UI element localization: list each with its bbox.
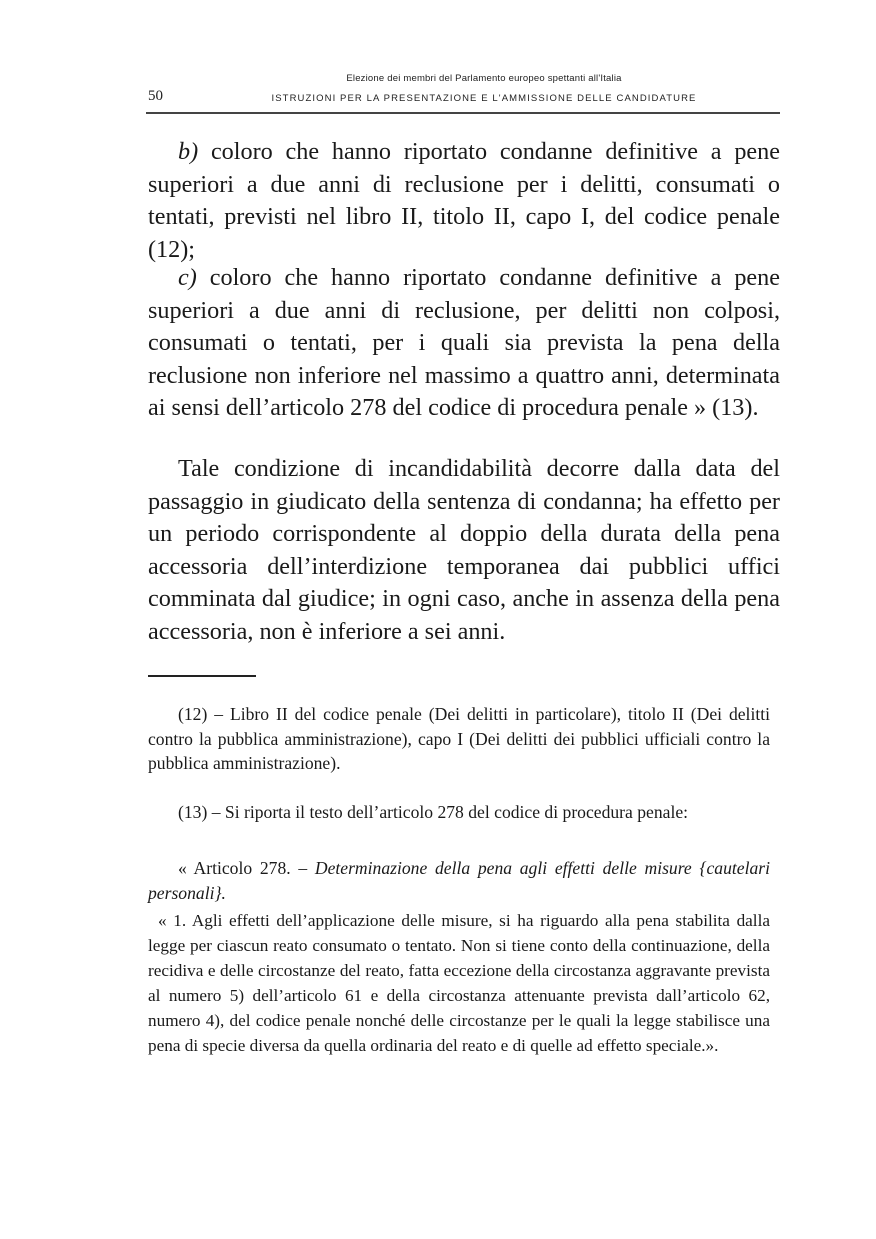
incandidability-paragraph — [148, 453, 780, 648]
article-278-heading: Determinazione della pena agli effetti delle misure {cautelari personali}. — [148, 858, 770, 903]
article-278-title — [148, 856, 770, 905]
footnote-separator — [148, 675, 256, 677]
item-b-marker: b) — [178, 138, 199, 165]
running-title: Elezione dei membri del Parlamento europeo spettanti all'Italia — [346, 73, 622, 84]
footnote-12-text: (12) – Libro II del codice penale (Dei delitti in particolare), titolo II (Dei delitti contro la pubblica amministrazione), capo I (Dei delitti dei pubblici ufficiali contro la pubblica amministrazione). — [148, 704, 770, 773]
article-278-title-line — [148, 856, 770, 905]
item-c-marker: c) — [178, 264, 197, 291]
item-c-paragraph — [148, 262, 780, 425]
header-rule — [146, 112, 780, 114]
article-278-label: « Articolo 278. – — [178, 858, 315, 878]
item-b — [148, 136, 780, 266]
running-subtitle: ISTRUZIONI PER LA PRESENTAZIONE E L'AMMISSIONE DELLE CANDIDATURE — [271, 93, 697, 104]
item-c-text: coloro che hanno riportato condanne definitive a pene superiori a due anni di reclusione, per delitti non colposi, consumati o tentati, per i quali sia prevista la pena della reclusione non inferiore nel massimo a quattro anni, determinata ai sensi dell’articolo 278 del codice di procedura penale » (13). — [148, 264, 780, 421]
footnote-13 — [148, 800, 770, 825]
article-278-text: « 1. Agli effetti dell’applicazione delle misure, si ha riguardo alla pena stabilita dalla legge per ciascun reato consumato o tentato. Non si tiene conto della continuazione, della recidiva e delle circostanze del reato, fatta eccezione della circostanza aggravante prevista al numero 5) dell’articolo 61 e della circostanza attenuante prevista dall’articolo 62, numero 4), del codice penale nonché delle circostanze per le quali la legge stabilisce una pena di specie diversa da quella ordinaria del reato e di quelle ad effetto speciale.». — [148, 911, 770, 1055]
footnote-13-text: (13) – Si riporta il testo dell’articolo 278 del codice di procedura penale: — [178, 802, 689, 822]
page-number: 50 — [148, 88, 163, 104]
item-b-text: coloro che hanno riportato condanne definitive a pene superiori a due anni di reclusione per i delitti, consumati o tentati, previsti nel libro II, titolo II, capo I, del codice penale (12); — [148, 138, 780, 263]
paragraph-text: Tale condizione di incandidabilità decorre dalla data del passaggio in giudicato della sentenza di condanna; ha effetto per un periodo corrispondente al doppio della durata della pena accessoria dell’interdizione temporanea dai pubblici uffici comminata dal giudice; in ogni caso, anche in assenza della pena accessoria, non è inferiore a sei anni. — [148, 455, 780, 645]
item-c — [148, 262, 780, 425]
footnote-12 — [148, 702, 770, 776]
article-278-body — [148, 908, 770, 1058]
item-b-paragraph — [148, 136, 780, 266]
